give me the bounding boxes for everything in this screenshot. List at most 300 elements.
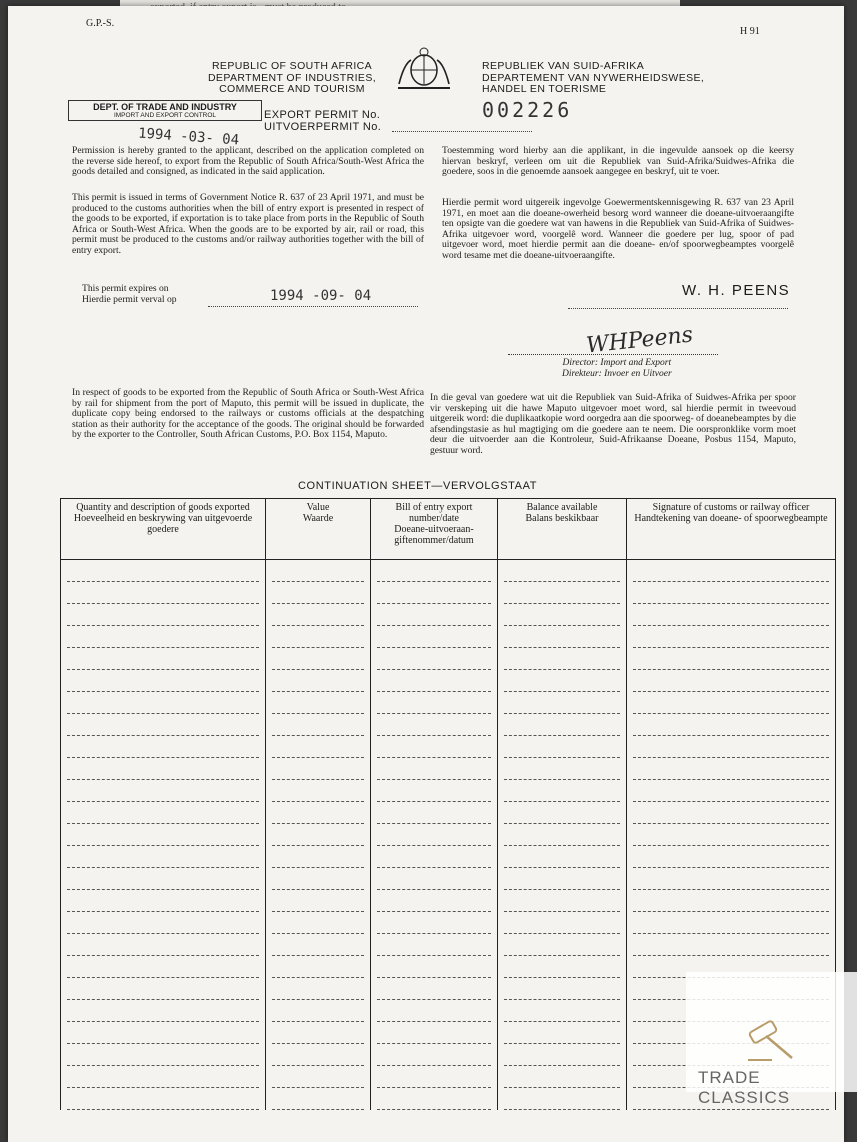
table-cell <box>627 692 836 714</box>
table-cell <box>266 670 371 692</box>
table-cell <box>266 846 371 868</box>
table-cell <box>498 582 627 604</box>
table-cell <box>61 626 266 648</box>
header-en-line: COMMERCE AND TOURISM <box>219 83 365 95</box>
table-cell <box>627 736 836 758</box>
table-cell <box>266 824 371 846</box>
table-cell <box>371 868 498 890</box>
dotted-entry-line <box>504 780 620 802</box>
dotted-entry-line <box>504 802 620 824</box>
dotted-entry-line <box>377 692 491 714</box>
dotted-entry-line <box>504 824 620 846</box>
table-cell <box>61 604 266 626</box>
dotted-entry-line <box>504 1000 620 1022</box>
dotted-entry-line <box>272 582 364 604</box>
dotted-entry-line <box>633 868 829 890</box>
dotted-entry-line <box>633 802 829 824</box>
dotted-entry-line <box>377 912 491 934</box>
dotted-entry-line <box>633 582 829 604</box>
dotted-entry-line <box>377 758 491 780</box>
dotted-entry-line <box>633 912 829 934</box>
table-cell <box>371 604 498 626</box>
table-cell <box>371 1088 498 1110</box>
table-cell <box>266 582 371 604</box>
table-cell <box>266 934 371 956</box>
header-en: Value <box>306 502 330 513</box>
dotted-entry-line <box>272 1088 364 1110</box>
table-cell <box>371 934 498 956</box>
table-row <box>61 868 836 890</box>
dotted-entry-line <box>272 1000 364 1022</box>
header-af: Handtekening van doeane- of spoorwegbeampte <box>634 513 828 524</box>
column-header-signature <box>627 499 836 560</box>
table-cell <box>61 846 266 868</box>
table-cell <box>371 626 498 648</box>
dotted-entry-line <box>67 626 259 648</box>
dotted-entry-line <box>377 560 491 582</box>
table-cell <box>266 626 371 648</box>
dotted-entry-line <box>504 956 620 978</box>
header-af: Doeane-uitvoeraan-giftenommer/datum <box>394 524 474 546</box>
column-header-quantity <box>61 499 266 560</box>
table-cell <box>266 802 371 824</box>
table-cell <box>498 956 627 978</box>
coat-of-arms-icon <box>394 46 454 97</box>
table-cell <box>266 714 371 736</box>
dotted-entry-line <box>272 758 364 780</box>
dotted-entry-line <box>67 824 259 846</box>
dotted-entry-line <box>67 670 259 692</box>
name-line <box>568 308 788 309</box>
header-en: Bill of entry export number/date <box>395 502 473 524</box>
table-cell <box>61 780 266 802</box>
table-cell <box>266 956 371 978</box>
dotted-entry-line <box>377 802 491 824</box>
column-header-balance <box>498 499 627 560</box>
table-row <box>61 824 836 846</box>
dotted-entry-line <box>504 934 620 956</box>
table-cell <box>498 934 627 956</box>
table-cell <box>61 1066 266 1088</box>
dotted-entry-line <box>377 868 491 890</box>
table-cell <box>371 670 498 692</box>
dotted-entry-line <box>272 802 364 824</box>
dotted-entry-line <box>633 670 829 692</box>
table-cell <box>266 692 371 714</box>
dotted-entry-line <box>504 670 620 692</box>
table-cell <box>266 1022 371 1044</box>
table-cell <box>61 890 266 912</box>
table-cell <box>627 648 836 670</box>
continuation-title: CONTINUATION SHEET—VERVOLGSTAAT <box>298 480 538 492</box>
table-cell <box>627 934 836 956</box>
table-cell <box>371 1044 498 1066</box>
dotted-entry-line <box>272 978 364 1000</box>
dotted-entry-line <box>67 1022 259 1044</box>
dotted-entry-line <box>67 934 259 956</box>
dotted-entry-line <box>504 692 620 714</box>
table-cell <box>61 1088 266 1110</box>
dotted-entry-line <box>272 1066 364 1088</box>
form-code-left: G.P.-S. <box>86 18 115 29</box>
paragraph-af-maputo: In die geval van goedere wat uit die Republiek van Suid-Afrika of Suidwes-Afrika per spoor vir verskeping uit die hawe Maputo uitgevoer moet word, sal hierdie permit in tweevoud uitgereik word: die duplikaatkopie word oorgedra aan die spoorweg- of doeanebeamptes by die afsendingstasie as hul magtiging om die goedere aan te neem. Die oorspronklike vorm moet deur die uitvoerder aan die Kontroleur, Suid-Afrikaanse Doeane, Posbus 1154, Maputo, gestuur word. <box>430 392 796 456</box>
paragraph-af-permission: Toestemming word hierby aan die applikant, in die ingevulde aansoek op die keersy hiervan beskryf, verleen om uit die Republiek van Suid-Afrika/Suidwes-Afrika die goedere, soos in die genoemde aansoek aangegee en beskryf, uit te voer. <box>442 145 794 178</box>
dotted-entry-line <box>272 846 364 868</box>
dotted-entry-line <box>272 604 364 626</box>
table-cell <box>266 1000 371 1022</box>
table-cell <box>266 1066 371 1088</box>
dotted-entry-line <box>633 824 829 846</box>
dotted-entry-line <box>67 648 259 670</box>
dotted-entry-line <box>504 648 620 670</box>
department-stamp <box>68 100 262 121</box>
table-cell <box>498 978 627 1000</box>
table-cell <box>371 846 498 868</box>
dotted-entry-line <box>504 714 620 736</box>
dotted-entry-line <box>633 758 829 780</box>
dotted-entry-line <box>377 1022 491 1044</box>
dotted-entry-line <box>633 934 829 956</box>
dotted-entry-line <box>67 978 259 1000</box>
signature-line <box>508 354 718 355</box>
header-af-line: DEPARTEMENT VAN NYWERHEIDSWESE, <box>482 71 705 84</box>
header-af: Hoeveelheid en beskrywing van uitgevoerde goedere <box>73 513 253 535</box>
dotted-entry-line <box>504 912 620 934</box>
header-english <box>202 61 382 96</box>
table-cell <box>627 604 836 626</box>
dotted-entry-line <box>633 692 829 714</box>
header-af: Waarde <box>302 513 334 524</box>
stamp-line: DEPT. OF TRADE AND INDUSTRY <box>93 102 237 112</box>
table-row <box>61 626 836 648</box>
dotted-entry-line <box>633 736 829 758</box>
dotted-entry-line <box>67 846 259 868</box>
director-title-af: Direkteur: Invoer en Uitvoer <box>562 368 672 379</box>
header-afrikaans <box>482 61 742 96</box>
header-en: Balance available <box>526 502 598 513</box>
dotted-entry-line <box>377 824 491 846</box>
table-cell <box>627 670 836 692</box>
table-cell <box>498 758 627 780</box>
table-cell <box>498 736 627 758</box>
table-cell <box>498 846 627 868</box>
table-row <box>61 758 836 780</box>
table-cell <box>61 670 266 692</box>
dotted-entry-line <box>67 802 259 824</box>
header-en-line: DEPARTMENT OF INDUSTRIES, <box>207 71 377 84</box>
dotted-entry-line <box>67 1066 259 1088</box>
table-cell <box>627 802 836 824</box>
table-cell <box>498 648 627 670</box>
dotted-entry-line <box>504 582 620 604</box>
permit-label-en: EXPORT PERMIT No. <box>264 109 381 121</box>
table-cell <box>61 736 266 758</box>
table-cell <box>61 802 266 824</box>
table-cell <box>627 780 836 802</box>
table-cell <box>371 582 498 604</box>
dotted-entry-line <box>504 758 620 780</box>
table-cell <box>498 604 627 626</box>
expiry-line <box>208 306 418 307</box>
dotted-entry-line <box>67 582 259 604</box>
table-row <box>61 648 836 670</box>
column-header-bill-of-entry <box>371 499 498 560</box>
dotted-entry-line <box>633 846 829 868</box>
table-cell <box>627 560 836 583</box>
table-cell <box>371 956 498 978</box>
dotted-entry-line <box>377 846 491 868</box>
paragraph-af-terms: Hierdie permit word uitgereik ingevolge Goewermentskennisgewing R. 637 van 23 April 1971, en moet aan die doeane-owerheid besorg word wanneer die doeane-uitvoeraangifte ten opsigte van die goedere wat van hawens in die Republiek van Suid-Afrika of Suidwes-Afrika uitgevoer word, voorgelê word. Wanneer die goedere per lug, spoor of pad uitgevoer word, moet hierdie permit aan die doeane- en/of spoorwegbeamptes voorgelê word tesame met die doeane-uitvoeraangifte. <box>442 197 794 261</box>
dotted-entry-line <box>504 1044 620 1066</box>
table-cell <box>371 1000 498 1022</box>
permit-number-line <box>392 131 532 132</box>
table-cell <box>61 648 266 670</box>
dotted-entry-line <box>67 912 259 934</box>
table-row <box>61 934 836 956</box>
table-cell <box>61 824 266 846</box>
dotted-entry-line <box>504 604 620 626</box>
permit-label-af: UITVOERPERMIT No. <box>264 120 382 133</box>
dotted-entry-line <box>272 714 364 736</box>
table-cell <box>61 1022 266 1044</box>
table-row <box>61 604 836 626</box>
table-row <box>61 582 836 604</box>
header-en-line: REPUBLIC OF SOUTH AFRICA <box>211 60 373 72</box>
dotted-entry-line <box>504 626 620 648</box>
table-cell <box>266 1044 371 1066</box>
dotted-entry-line <box>504 846 620 868</box>
dotted-entry-line <box>67 560 259 582</box>
header-en: Signature of customs or railway officer <box>652 502 810 513</box>
table-cell <box>498 560 627 583</box>
table-cell <box>266 758 371 780</box>
paragraph-en-permission: Permission is hereby granted to the applicant, described on the application completed on the reverse side hereof, to export from the Republic of South Africa/South-West Africa the goods detailed and consigned, as indicated in the said application. <box>72 145 424 178</box>
table-row <box>61 736 836 758</box>
table-row <box>61 890 836 912</box>
table-cell <box>266 560 371 583</box>
dotted-entry-line <box>377 1066 491 1088</box>
dotted-entry-line <box>504 560 620 582</box>
dotted-entry-line <box>633 626 829 648</box>
dotted-entry-line <box>633 780 829 802</box>
table-cell <box>627 758 836 780</box>
dotted-entry-line <box>67 714 259 736</box>
table-cell <box>371 1022 498 1044</box>
expiry-label-en: This permit expires on <box>82 283 169 294</box>
dotted-entry-line <box>67 1000 259 1022</box>
header-af: Balans beskikbaar <box>525 513 599 524</box>
dotted-entry-line <box>272 934 364 956</box>
dotted-entry-line <box>272 824 364 846</box>
dotted-entry-line <box>272 648 364 670</box>
table-cell <box>371 780 498 802</box>
table-cell <box>498 626 627 648</box>
header-en: Quantity and description of goods exported <box>76 502 250 513</box>
dotted-entry-line <box>67 956 259 978</box>
table-cell <box>61 956 266 978</box>
table-cell <box>266 890 371 912</box>
table-cell <box>371 758 498 780</box>
dotted-entry-line <box>67 868 259 890</box>
table-cell <box>266 780 371 802</box>
table-cell <box>61 692 266 714</box>
table-cell <box>627 582 836 604</box>
table-cell <box>266 978 371 1000</box>
dotted-entry-line <box>272 692 364 714</box>
dotted-entry-line <box>377 890 491 912</box>
table-cell <box>371 824 498 846</box>
table-cell <box>498 1044 627 1066</box>
stamp-date: 1994 -03- 04 <box>137 125 240 149</box>
table-cell <box>371 714 498 736</box>
table-cell <box>61 934 266 956</box>
dotted-entry-line <box>633 890 829 912</box>
table-cell <box>498 1088 627 1110</box>
table-row <box>61 846 836 868</box>
table-row <box>61 714 836 736</box>
column-header-value <box>266 499 371 560</box>
table-cell <box>371 890 498 912</box>
table-cell <box>627 824 836 846</box>
permit-label <box>264 110 381 133</box>
dotted-entry-line <box>67 758 259 780</box>
dotted-entry-line <box>504 1022 620 1044</box>
table-cell <box>371 912 498 934</box>
dotted-entry-line <box>504 1088 620 1110</box>
dotted-entry-line <box>67 780 259 802</box>
table-cell <box>266 912 371 934</box>
director-title-en: Director: Import and Export <box>562 358 672 368</box>
table-row <box>61 780 836 802</box>
table-cell <box>498 912 627 934</box>
expiry-label-af: Hierdie permit verval op <box>82 293 177 305</box>
table-cell <box>61 912 266 934</box>
dotted-entry-line <box>272 780 364 802</box>
watermark-logo <box>686 972 857 1107</box>
dotted-entry-line <box>67 736 259 758</box>
dotted-entry-line <box>377 780 491 802</box>
table-header-row <box>61 499 836 560</box>
dotted-entry-line <box>377 714 491 736</box>
dotted-entry-line <box>633 714 829 736</box>
form-code-right: H 91 <box>740 26 760 37</box>
expiry-date: 1994 -09- 04 <box>270 288 372 304</box>
table-row <box>61 802 836 824</box>
table-cell <box>266 604 371 626</box>
table-cell <box>627 714 836 736</box>
dotted-entry-line <box>504 890 620 912</box>
table-cell <box>498 780 627 802</box>
dotted-entry-line <box>377 1088 491 1110</box>
dotted-entry-line <box>272 1022 364 1044</box>
table-row <box>61 670 836 692</box>
dotted-entry-line <box>67 1088 259 1110</box>
dotted-entry-line <box>272 736 364 758</box>
dotted-entry-line <box>377 736 491 758</box>
dotted-entry-line <box>633 604 829 626</box>
director-signature: WHPeens <box>584 322 695 359</box>
dotted-entry-line <box>377 956 491 978</box>
dotted-entry-line <box>67 890 259 912</box>
dotted-entry-line <box>377 648 491 670</box>
export-permit-document <box>8 6 844 1142</box>
table-cell <box>371 802 498 824</box>
table-cell <box>371 560 498 583</box>
dotted-entry-line <box>504 736 620 758</box>
dotted-entry-line <box>377 626 491 648</box>
dotted-entry-line <box>504 978 620 1000</box>
table-cell <box>627 890 836 912</box>
dotted-entry-line <box>67 604 259 626</box>
dotted-entry-line <box>377 1044 491 1066</box>
dotted-entry-line <box>377 1000 491 1022</box>
table-cell <box>266 868 371 890</box>
table-cell <box>498 1022 627 1044</box>
table-cell <box>371 1066 498 1088</box>
table-cell <box>266 1088 371 1110</box>
paragraph-en-maputo: In respect of goods to be exported from the Republic of South Africa or South-West Africa by rail for shipment from the port of Maputo, this permit will be issued in duplicate, the duplicate copy being endorsed to the railways or customs officials at the despatching station as their authority for the acceptance of the goods. The original should be forwarded by the exporter to the Controller, South African Customs, P.O. Box 1154, Maputo. <box>72 387 424 441</box>
table-cell <box>266 736 371 758</box>
table-cell <box>266 648 371 670</box>
table-row <box>61 560 836 583</box>
dotted-entry-line <box>377 978 491 1000</box>
table-cell <box>61 868 266 890</box>
table-cell <box>61 582 266 604</box>
dotted-entry-line <box>272 956 364 978</box>
table-cell <box>61 1000 266 1022</box>
table-cell <box>498 824 627 846</box>
table-cell <box>371 648 498 670</box>
dotted-entry-line <box>272 560 364 582</box>
gavel-icon <box>742 1020 802 1066</box>
table-cell <box>498 868 627 890</box>
dotted-entry-line <box>377 670 491 692</box>
dotted-entry-line <box>272 1044 364 1066</box>
table-cell <box>627 846 836 868</box>
dotted-entry-line <box>633 648 829 670</box>
table-cell <box>498 1066 627 1088</box>
stamp-line: IMPORT AND EXPORT CONTROL <box>113 112 217 119</box>
dotted-entry-line <box>272 868 364 890</box>
dotted-entry-line <box>67 1044 259 1066</box>
dotted-entry-line <box>67 692 259 714</box>
table-cell <box>498 670 627 692</box>
table-cell <box>61 560 266 583</box>
director-title <box>562 358 672 379</box>
table-cell <box>498 714 627 736</box>
table-cell <box>627 868 836 890</box>
header-af-line: REPUBLIEK VAN SUID-AFRIKA <box>482 60 645 72</box>
table-cell <box>627 912 836 934</box>
table-cell <box>61 1044 266 1066</box>
table-cell <box>627 626 836 648</box>
dotted-entry-line <box>504 868 620 890</box>
table-cell <box>371 736 498 758</box>
table-cell <box>61 714 266 736</box>
table-cell <box>61 978 266 1000</box>
dotted-entry-line <box>272 626 364 648</box>
table-row <box>61 692 836 714</box>
dotted-entry-line <box>377 934 491 956</box>
header-af-line: HANDEL EN TOERISME <box>482 83 607 95</box>
watermark-text: TRADE CLASSICS <box>698 1068 791 1107</box>
table-cell <box>371 978 498 1000</box>
table-cell <box>498 692 627 714</box>
dotted-entry-line <box>272 890 364 912</box>
paragraph-en-terms: This permit is issued in terms of Government Notice R. 637 of 23 April 1971, and must be produced to the customs authorities when the bill of entry export is presented in respect of the goods to be exported, if exportation is to take place from ports in the Republic of South Africa or South-West Africa. When the goods are to be exported by air, rail or road, this permit must be produced to the customs and/or railway authorities together with the bill of entry export. <box>72 192 424 256</box>
dotted-entry-line <box>272 912 364 934</box>
signatory-name: W. H. PEENS <box>682 282 791 299</box>
